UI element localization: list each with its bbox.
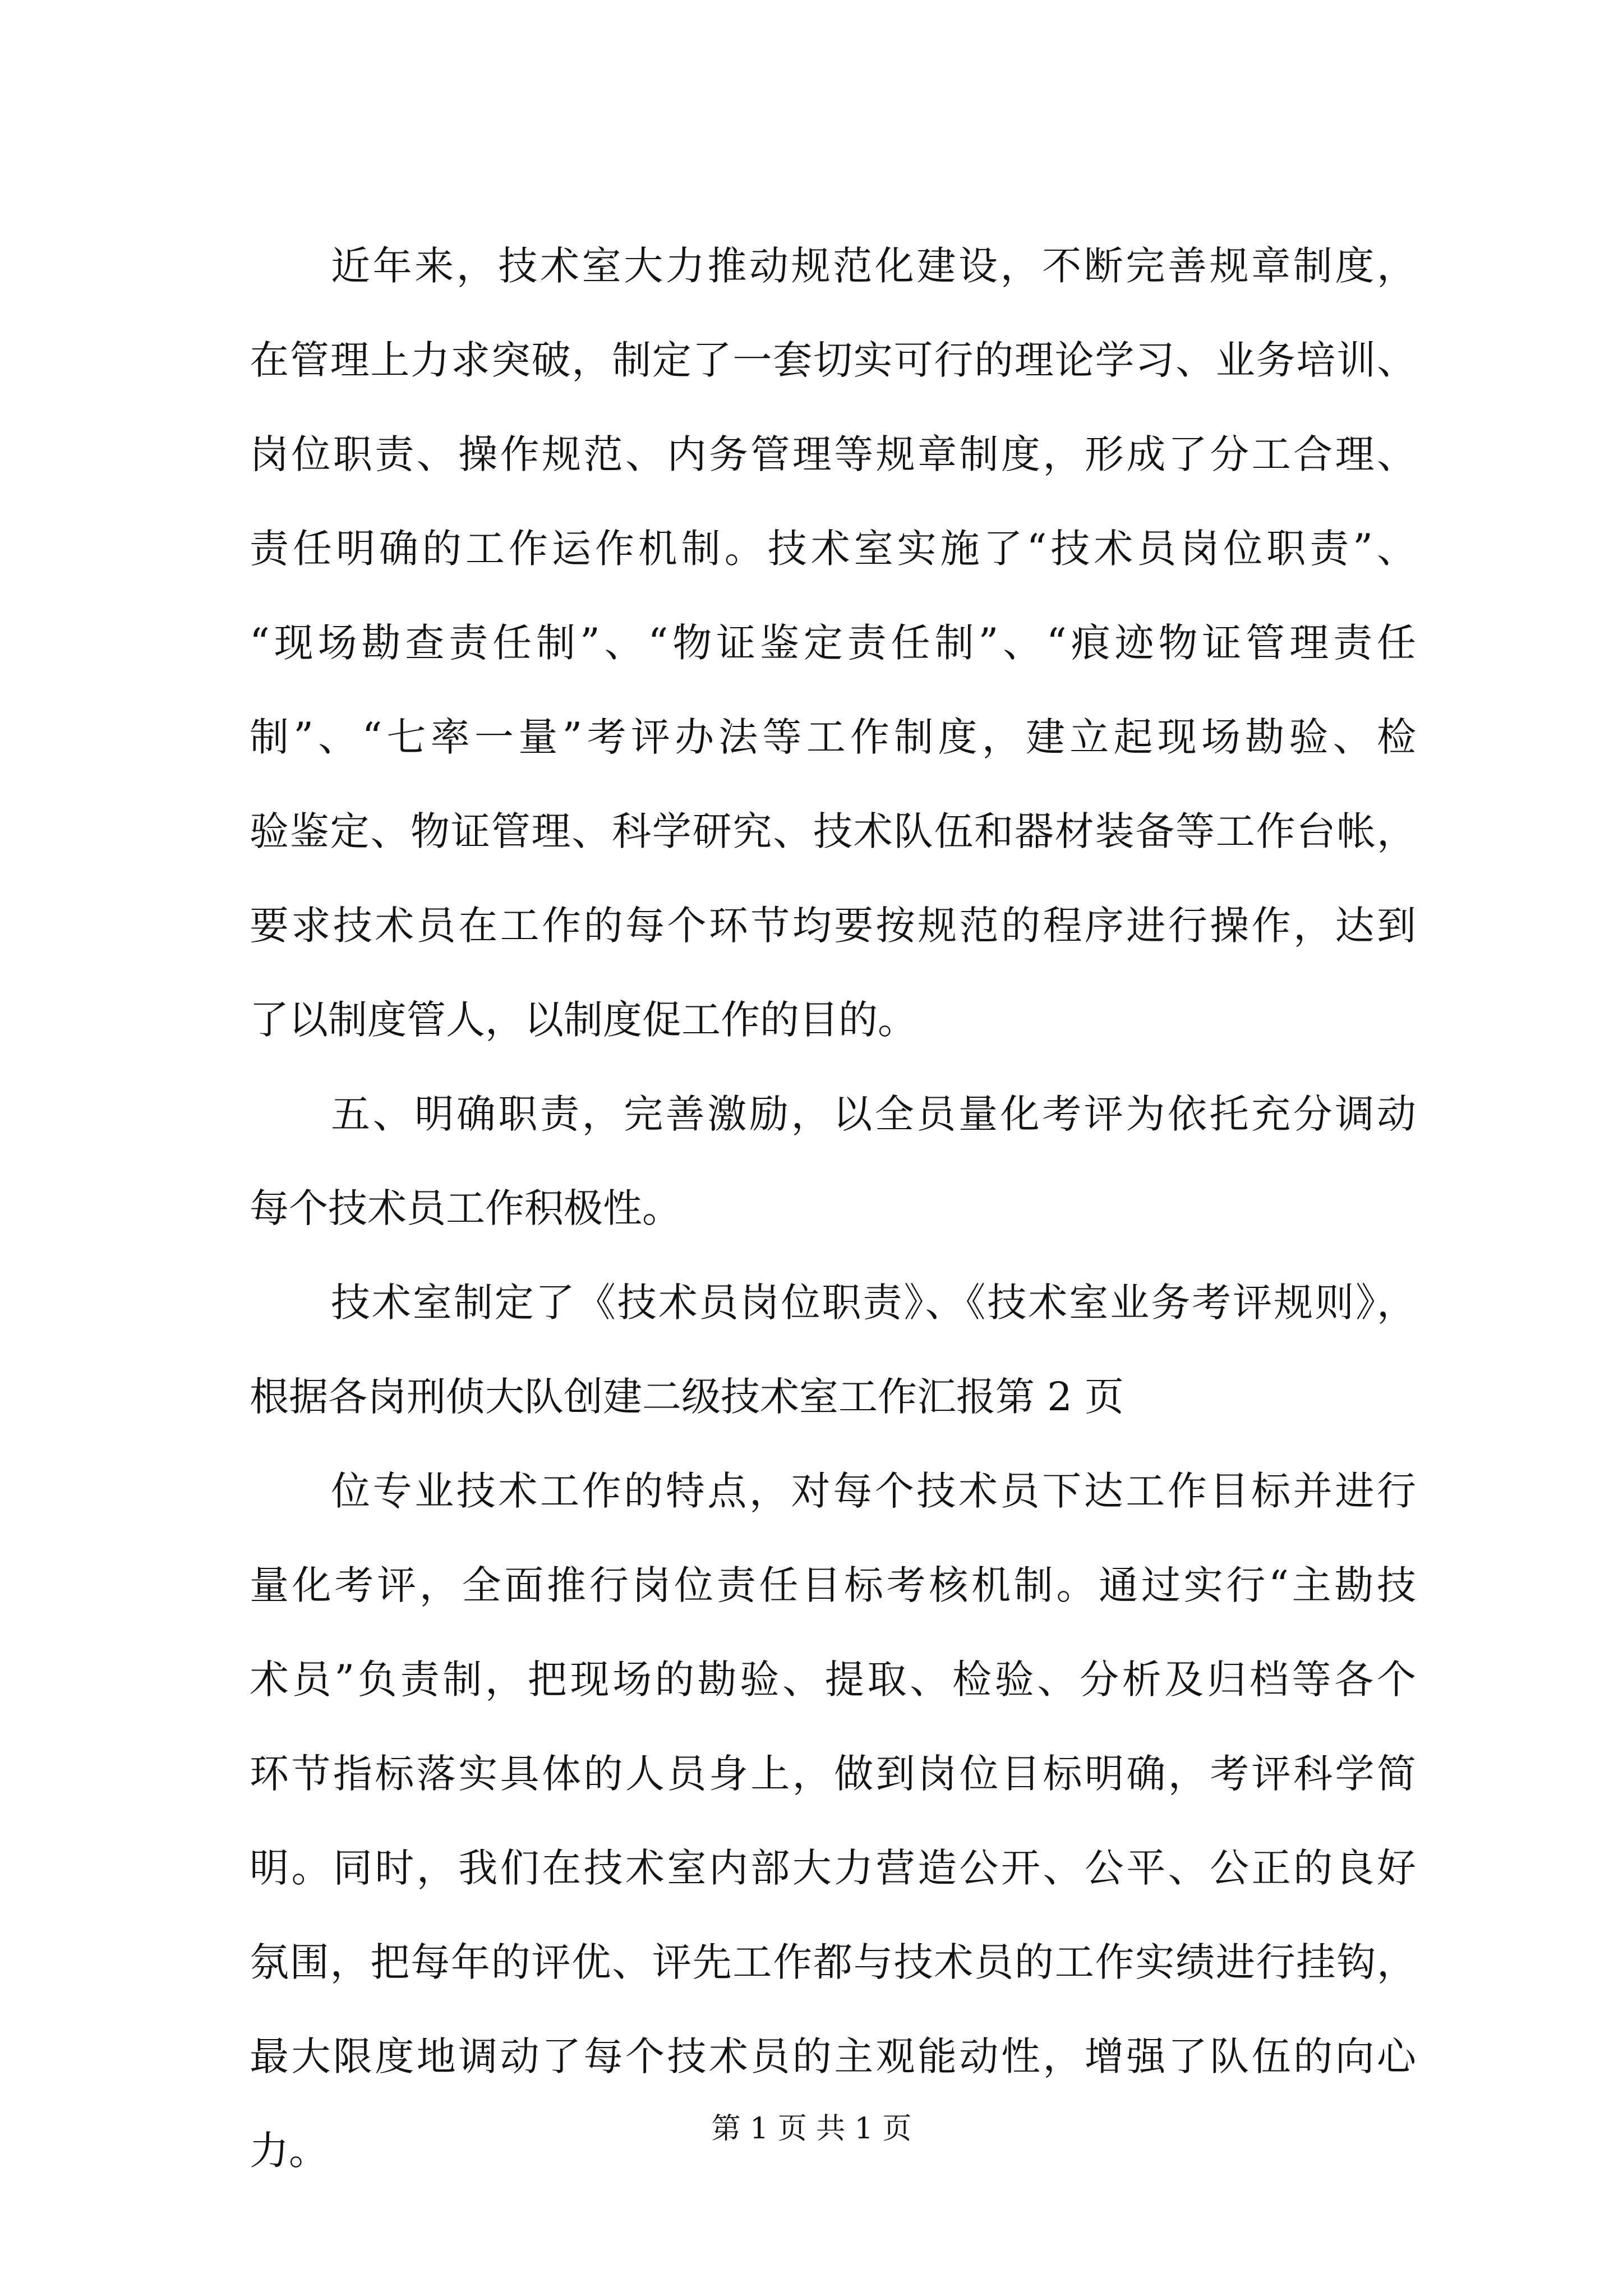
paragraph-4 [250, 1444, 1416, 2198]
text-line: 力。 [250, 2128, 328, 2174]
text-line: 制”、“七率一量”考评办法等工作制度，建立起现场勘验、检 [250, 714, 1416, 760]
paragraph-1 [250, 219, 1416, 1067]
text-line: 五、明确职责，完善激励，以全员量化考评为依托充分调动 [331, 1091, 1416, 1137]
text-line: 位专业技术工作的特点，对每个技术员下达工作目标并进行 [331, 1468, 1416, 1514]
text-line: 最大限度地调动了每个技术员的主观能动性，增强了队伍的向心 [250, 2033, 1416, 2079]
paragraph-3 [250, 1255, 1416, 1444]
text-line: 技术室制定了《技术员岗位职责》、《技术室业务考评规则》， [331, 1280, 1416, 1326]
text-line: 验鉴定、物证管理、科学研究、技术队伍和器材装备等工作台帐， [250, 808, 1416, 854]
text-line: 岗位职责、操作规范、内务管理等规章制度，形成了分工合理、 [250, 431, 1416, 477]
text-line: 在管理上力求突破，制定了一套切实可行的理论学习、业务培训、 [250, 337, 1416, 383]
text-line: 了以制度管人，以制度促工作的目的。 [250, 997, 917, 1043]
text-line: 要求技术员在工作的每个环节均要按规范的程序进行操作，达到 [250, 903, 1416, 949]
text-line: 近年来，技术室大力推动规范化建设，不断完善规章制度， [331, 243, 1416, 289]
text-line: 环节指标落实具体的人员身上，做到岗位目标明确，考评科学简 [250, 1751, 1416, 1797]
text-line: “现场勘查责任制”、“物证鉴定责任制”、“痕迹物证管理责任 [250, 620, 1416, 666]
text-line: 每个技术员工作积极性。 [250, 1185, 681, 1231]
text-line: 氛围，把每年的评优、评先工作都与技术员的工作实绩进行挂钩， [250, 1939, 1416, 1985]
text-line: 明。同时，我们在技术室内部大力营造公开、公平、公正的良好 [250, 1845, 1416, 1891]
text-line: 责任明确的工作运作机制。技术室实施了“技术员岗位职责”、 [250, 526, 1416, 572]
page-footer: 第 1 页 共 1 页 [711, 2112, 912, 2146]
paragraph-2 [250, 1067, 1416, 1255]
text-line: 量化考评，全面推行岗位责任目标考核机制。通过实行“主勘技 [250, 1562, 1416, 1608]
text-line: 根据各岗刑侦大队创建二级技术室工作汇报第 2 页 [250, 1374, 1124, 1420]
document-body [250, 219, 1416, 2198]
text-line: 术员”负责制，把现场的勘验、提取、检验、分析及归档等各个 [250, 1657, 1416, 1703]
